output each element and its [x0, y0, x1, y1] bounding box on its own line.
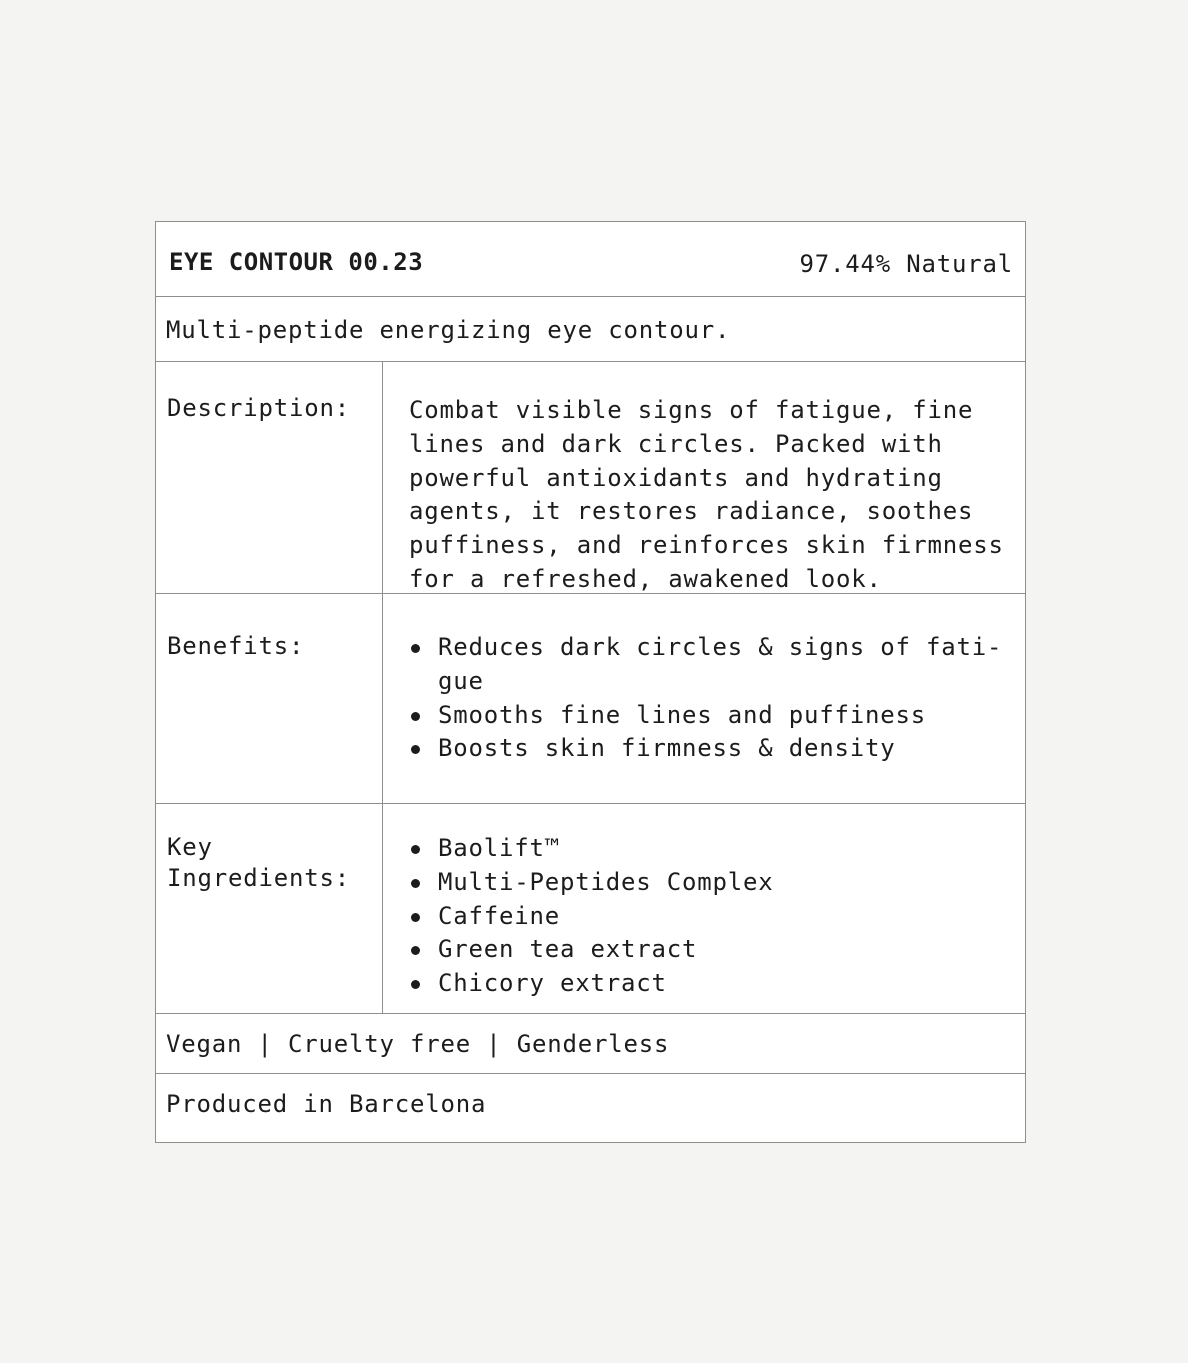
bullet-icon [411, 712, 420, 721]
list-item: Boosts skin firmness & density [409, 732, 1009, 766]
list-item: Chicory extract [409, 967, 1009, 1001]
bullet-icon [411, 845, 420, 854]
list-item: Multi-Peptides Complex [409, 866, 1009, 900]
card-header [156, 222, 1025, 297]
production-origin: Produced in Barcelona [166, 1090, 487, 1118]
description-text: Combat visible signs of fatigue, fine lines and dark circles. Packed with powerful antioxidants and hydrating agents, it restores radiance, soothes puffiness, and reinforces skin firmness for a refreshed, awakened look. [409, 396, 1004, 593]
bullet-icon [411, 946, 420, 955]
origin-row [156, 1074, 1025, 1142]
tagline-row [156, 297, 1025, 362]
list-item: Reduces dark circles & signs of fati-gue [409, 631, 1009, 699]
bullet-icon [411, 913, 420, 922]
product-tagline: Multi-peptide energizing eye contour. [166, 316, 731, 344]
product-attributes: Vegan | Cruelty free | Genderless [166, 1030, 670, 1058]
list-item: Caffeine [409, 900, 1009, 934]
attributes-row [156, 1014, 1025, 1074]
bullet-icon [411, 745, 420, 754]
benefits-list-wrapper [409, 631, 1009, 766]
description-label: Description: [167, 394, 350, 422]
product-info-card [155, 221, 1026, 1143]
benefits-label: Benefits: [167, 632, 305, 660]
product-title: EYE CONTOUR 00.23 [169, 248, 424, 276]
natural-percentage: 97.44% Natural [799, 250, 1013, 278]
ingredients-list [409, 832, 1009, 1001]
description-row [156, 362, 1025, 594]
list-item: Baolift™ [409, 832, 1009, 866]
list-item: Green tea extract [409, 933, 1009, 967]
bullet-icon [411, 644, 420, 653]
benefits-list [409, 631, 1009, 766]
ingredients-list-wrapper [409, 832, 1009, 1001]
bullet-icon [411, 980, 420, 989]
ingredients-row [156, 804, 1025, 1014]
benefits-row [156, 594, 1025, 804]
list-item: Smooths fine lines and puffiness [409, 699, 1009, 733]
ingredients-label: Key Ingredients: [167, 833, 350, 892]
bullet-icon [411, 879, 420, 888]
